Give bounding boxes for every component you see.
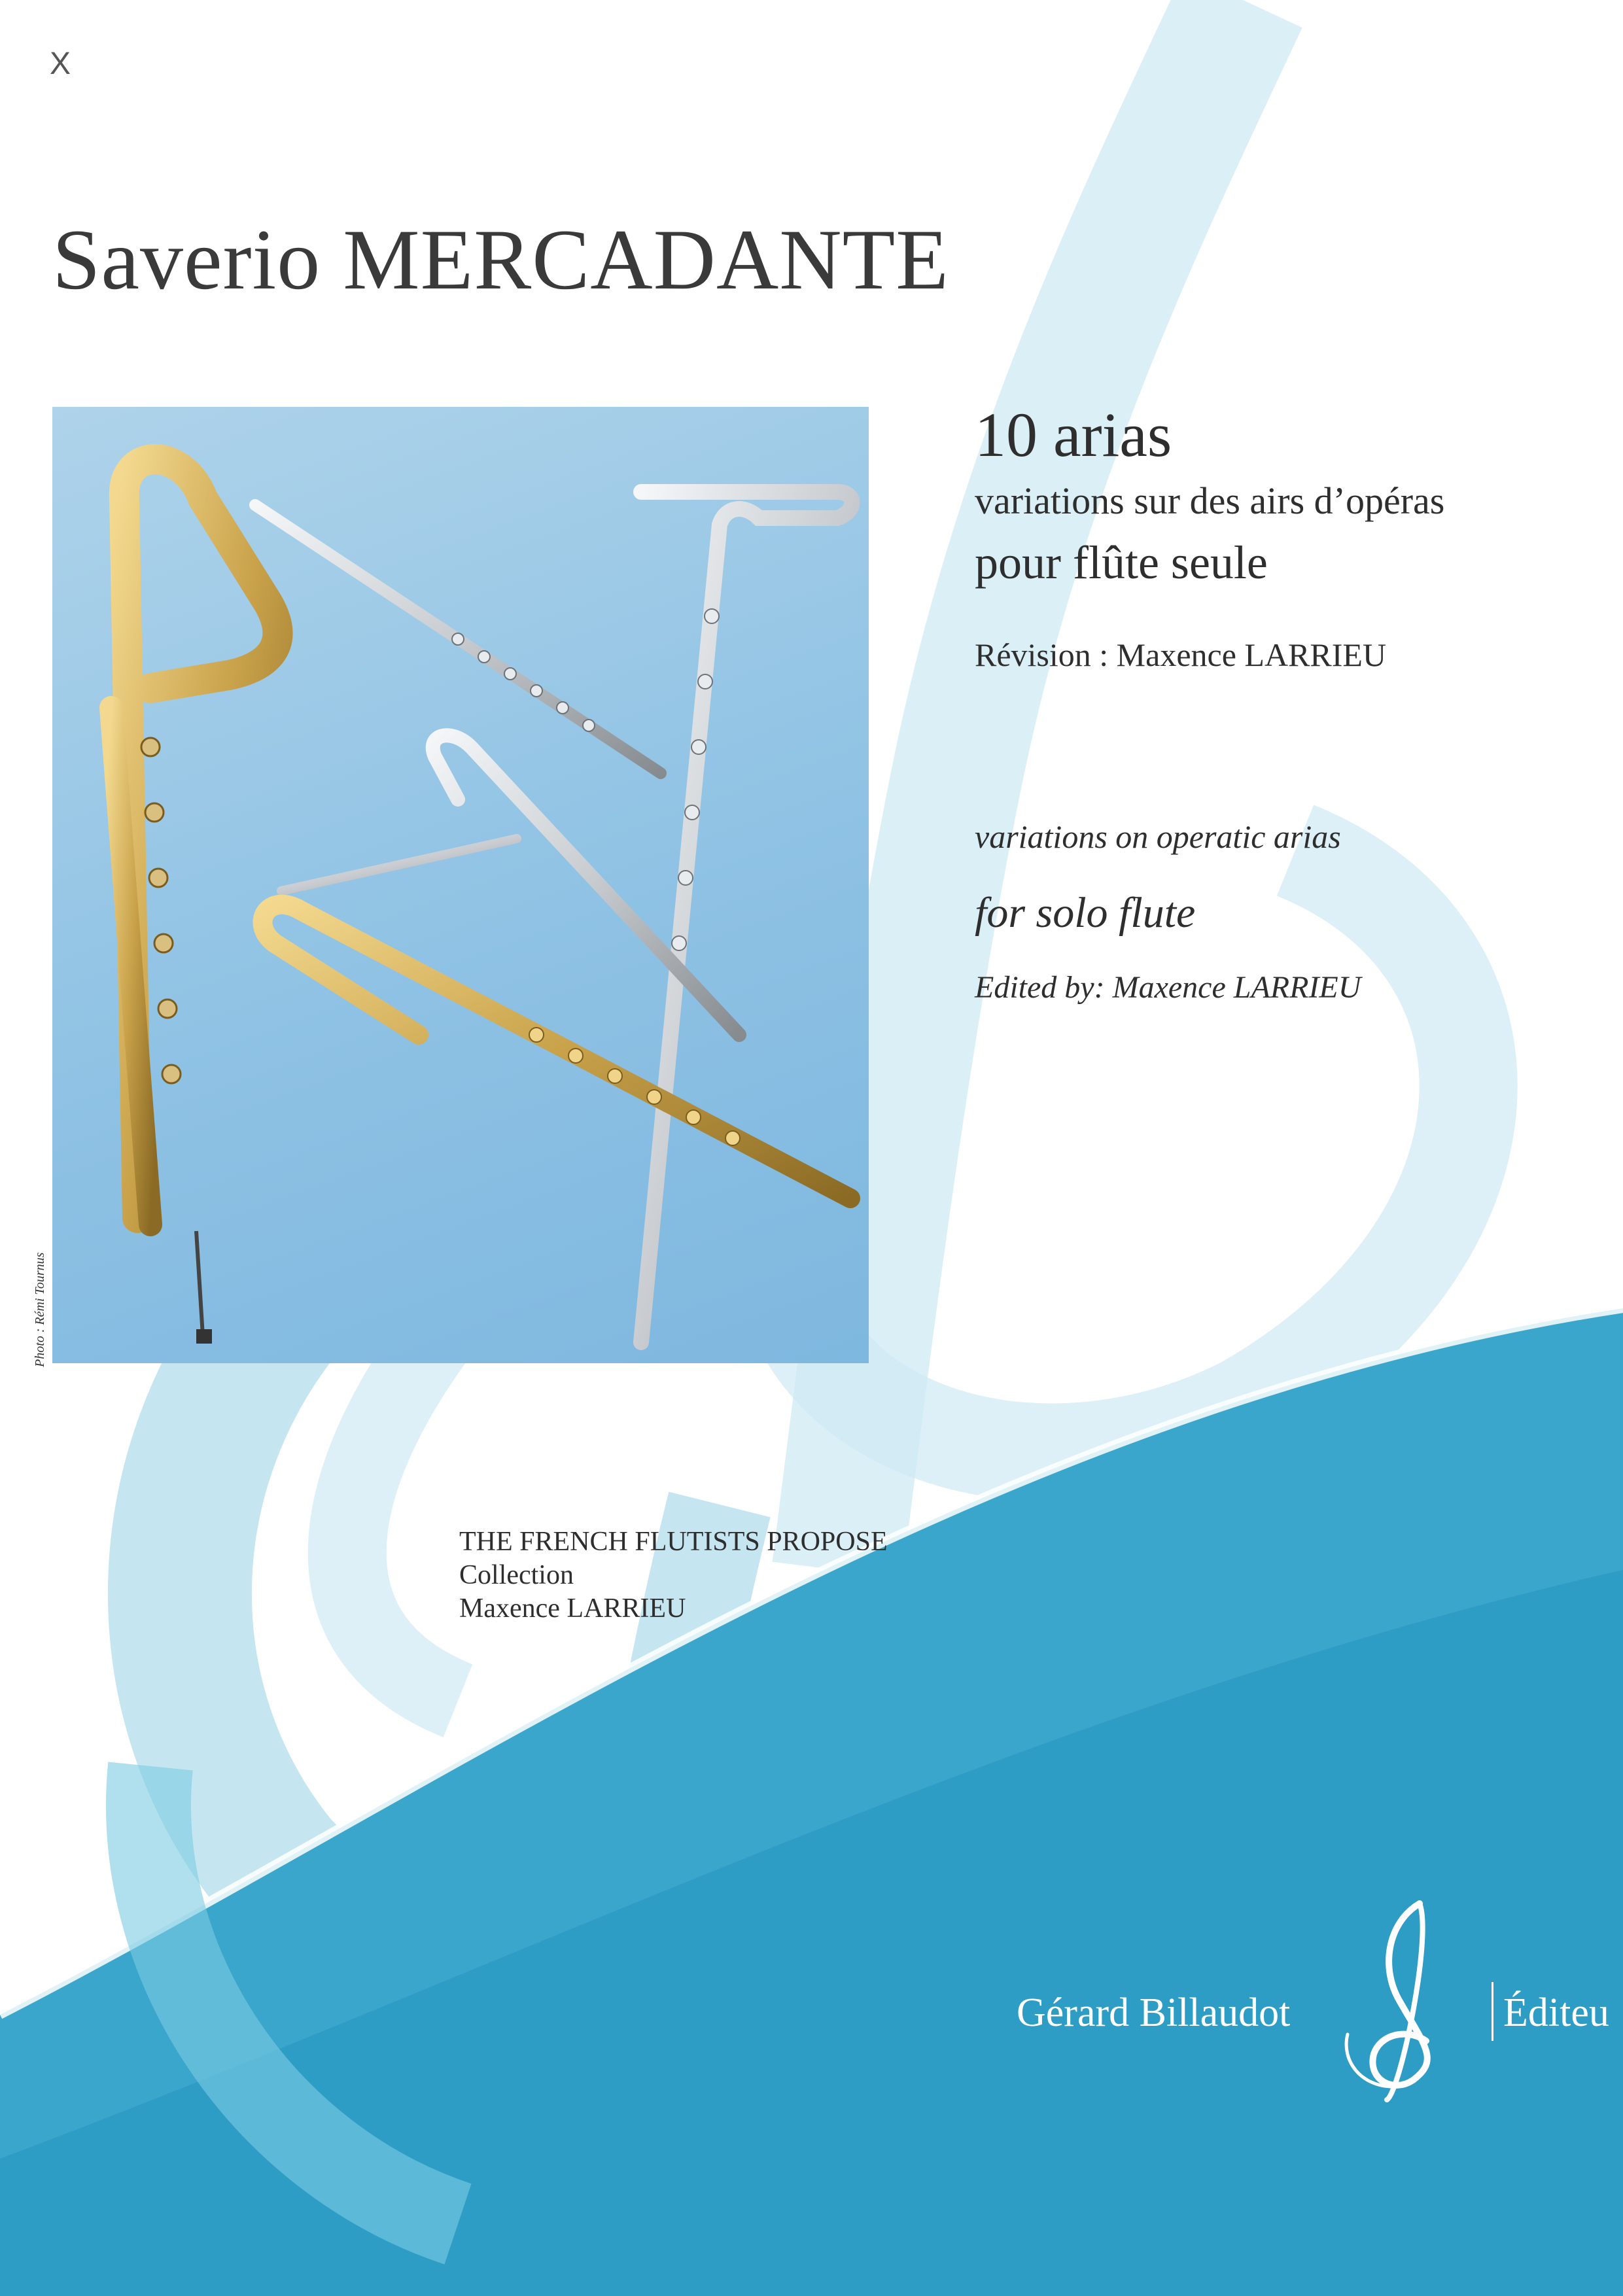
subtitle-french: variations sur des airs d’opéras xyxy=(975,479,1445,522)
corner-mark: X xyxy=(50,46,71,81)
flutes-photo xyxy=(52,407,869,1363)
editor-english: Edited by: Maxence LARRIEU xyxy=(975,969,1361,1005)
publisher-name: Gérard Billaudot xyxy=(1017,1991,1291,2035)
publisher-editeur: Éditeu xyxy=(1503,1991,1609,2035)
instrumentation-french: pour flûte seule xyxy=(975,536,1268,589)
subtitle-english: variations on operatic arias xyxy=(975,818,1341,855)
treble-clef-logo-icon xyxy=(1321,1897,1478,2106)
photo-credit: Photo : Rémi Tournus xyxy=(33,1252,47,1367)
collection-info xyxy=(459,1525,888,1626)
title-block xyxy=(975,400,1616,1005)
composer-name: Saverio MERCADANTE xyxy=(52,211,949,307)
collection-line-1: THE FRENCH FLUTISTS PROPOSE xyxy=(459,1527,888,1557)
publisher-separator xyxy=(1492,1982,1493,2041)
collection-line-3: Maxence LARRIEU xyxy=(459,1593,686,1624)
revision-french: Révision : Maxence LARRIEU xyxy=(975,636,1387,673)
collection-line-2: Collection xyxy=(459,1560,574,1591)
work-title: 10 arias xyxy=(975,400,1172,470)
instrumentation-english: for solo flute xyxy=(975,888,1196,937)
